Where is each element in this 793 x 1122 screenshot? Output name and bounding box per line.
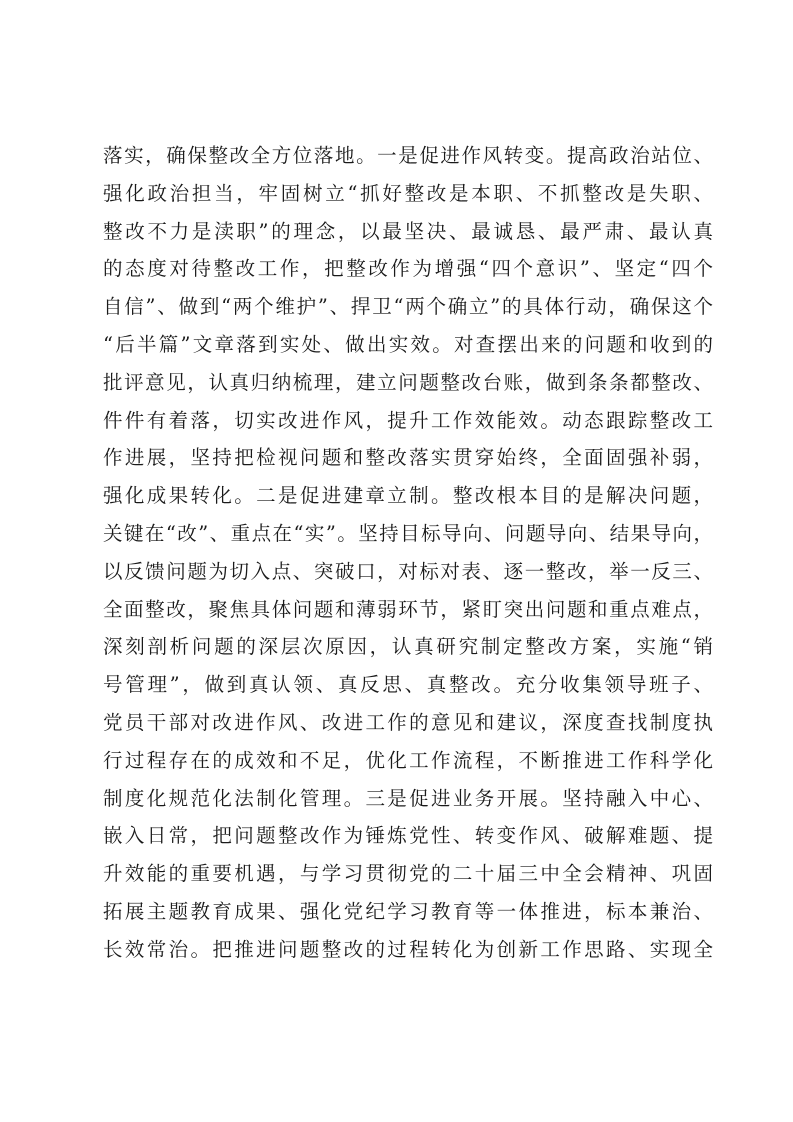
text-line: 以反馈问题为切入点、突破口，对标对表、逐一整改，举一反三、 xyxy=(103,559,713,583)
text-line: 长效常治。把推进问题整改的过程转化为创新工作思路、实现全 xyxy=(103,937,713,961)
text-line: 嵌入日常，把问题整改作为锤炼党性、转变作风、破解难题、提 xyxy=(103,824,713,848)
body-paragraph xyxy=(103,137,713,969)
text-line: 整改不力是渎职”的理念，以最坚决、最诚恳、最严肃、最认真 xyxy=(103,219,713,243)
text-line: 批评意见，认真归纳梳理，建立问题整改台账，做到条条都整改、 xyxy=(103,370,713,394)
text-line: 作进展，坚持把检视问题和整改落实贯穿始终，全面固强补弱， xyxy=(103,446,713,470)
text-line: 的态度对待整改工作，把整改作为增强“四个意识”、坚定“四个 xyxy=(103,257,713,281)
text-line: 行过程存在的成效和不足，优化工作流程，不断推进工作科学化 xyxy=(103,748,713,772)
text-line: 关键在“改”、重点在“实”。坚持目标导向、问题导向、结果导向， xyxy=(103,521,713,545)
text-line: 自信”、做到“两个维护”、捍卫“两个确立”的具体行动，确保这个 xyxy=(103,295,713,319)
text-line: 党员干部对改进作风、改进工作的意见和建议，深度查找制度执 xyxy=(103,710,713,734)
text-line: 落实，确保整改全方位落地。一是促进作风转变。提高政治站位、 xyxy=(103,144,713,167)
text-line: 制度化规范化法制化管理。三是促进业务开展。坚持融入中心、 xyxy=(103,786,713,810)
text-line: 强化成果转化。二是促进建章立制。整改根本目的是解决问题， xyxy=(103,484,713,508)
text-line: 全面整改，聚焦具体问题和薄弱环节，紧盯突出问题和重点难点， xyxy=(103,597,713,621)
text-line: “后半篇”文章落到实处、做出实效。对查摆出来的问题和收到的 xyxy=(103,332,713,356)
text-line: 升效能的重要机遇，与学习贯彻党的二十届三中全会精神、巩固 xyxy=(103,862,713,886)
text-line: 号管理”，做到真认领、真反思、真整改。充分收集领导班子、 xyxy=(103,673,713,697)
text-line: 强化政治担当，牢固树立“抓好整改是本职、不抓整改是失职、 xyxy=(103,181,713,205)
text-line: 拓展主题教育成果、强化党纪学习教育等一体推进，标本兼治、 xyxy=(103,899,713,923)
text-line: 件件有着落，切实改进作风，提升工作效能效。动态跟踪整改工 xyxy=(103,408,713,432)
text-line: 深刻剖析问题的深层次原因，认真研究制定整改方案，实施“销 xyxy=(103,635,713,659)
